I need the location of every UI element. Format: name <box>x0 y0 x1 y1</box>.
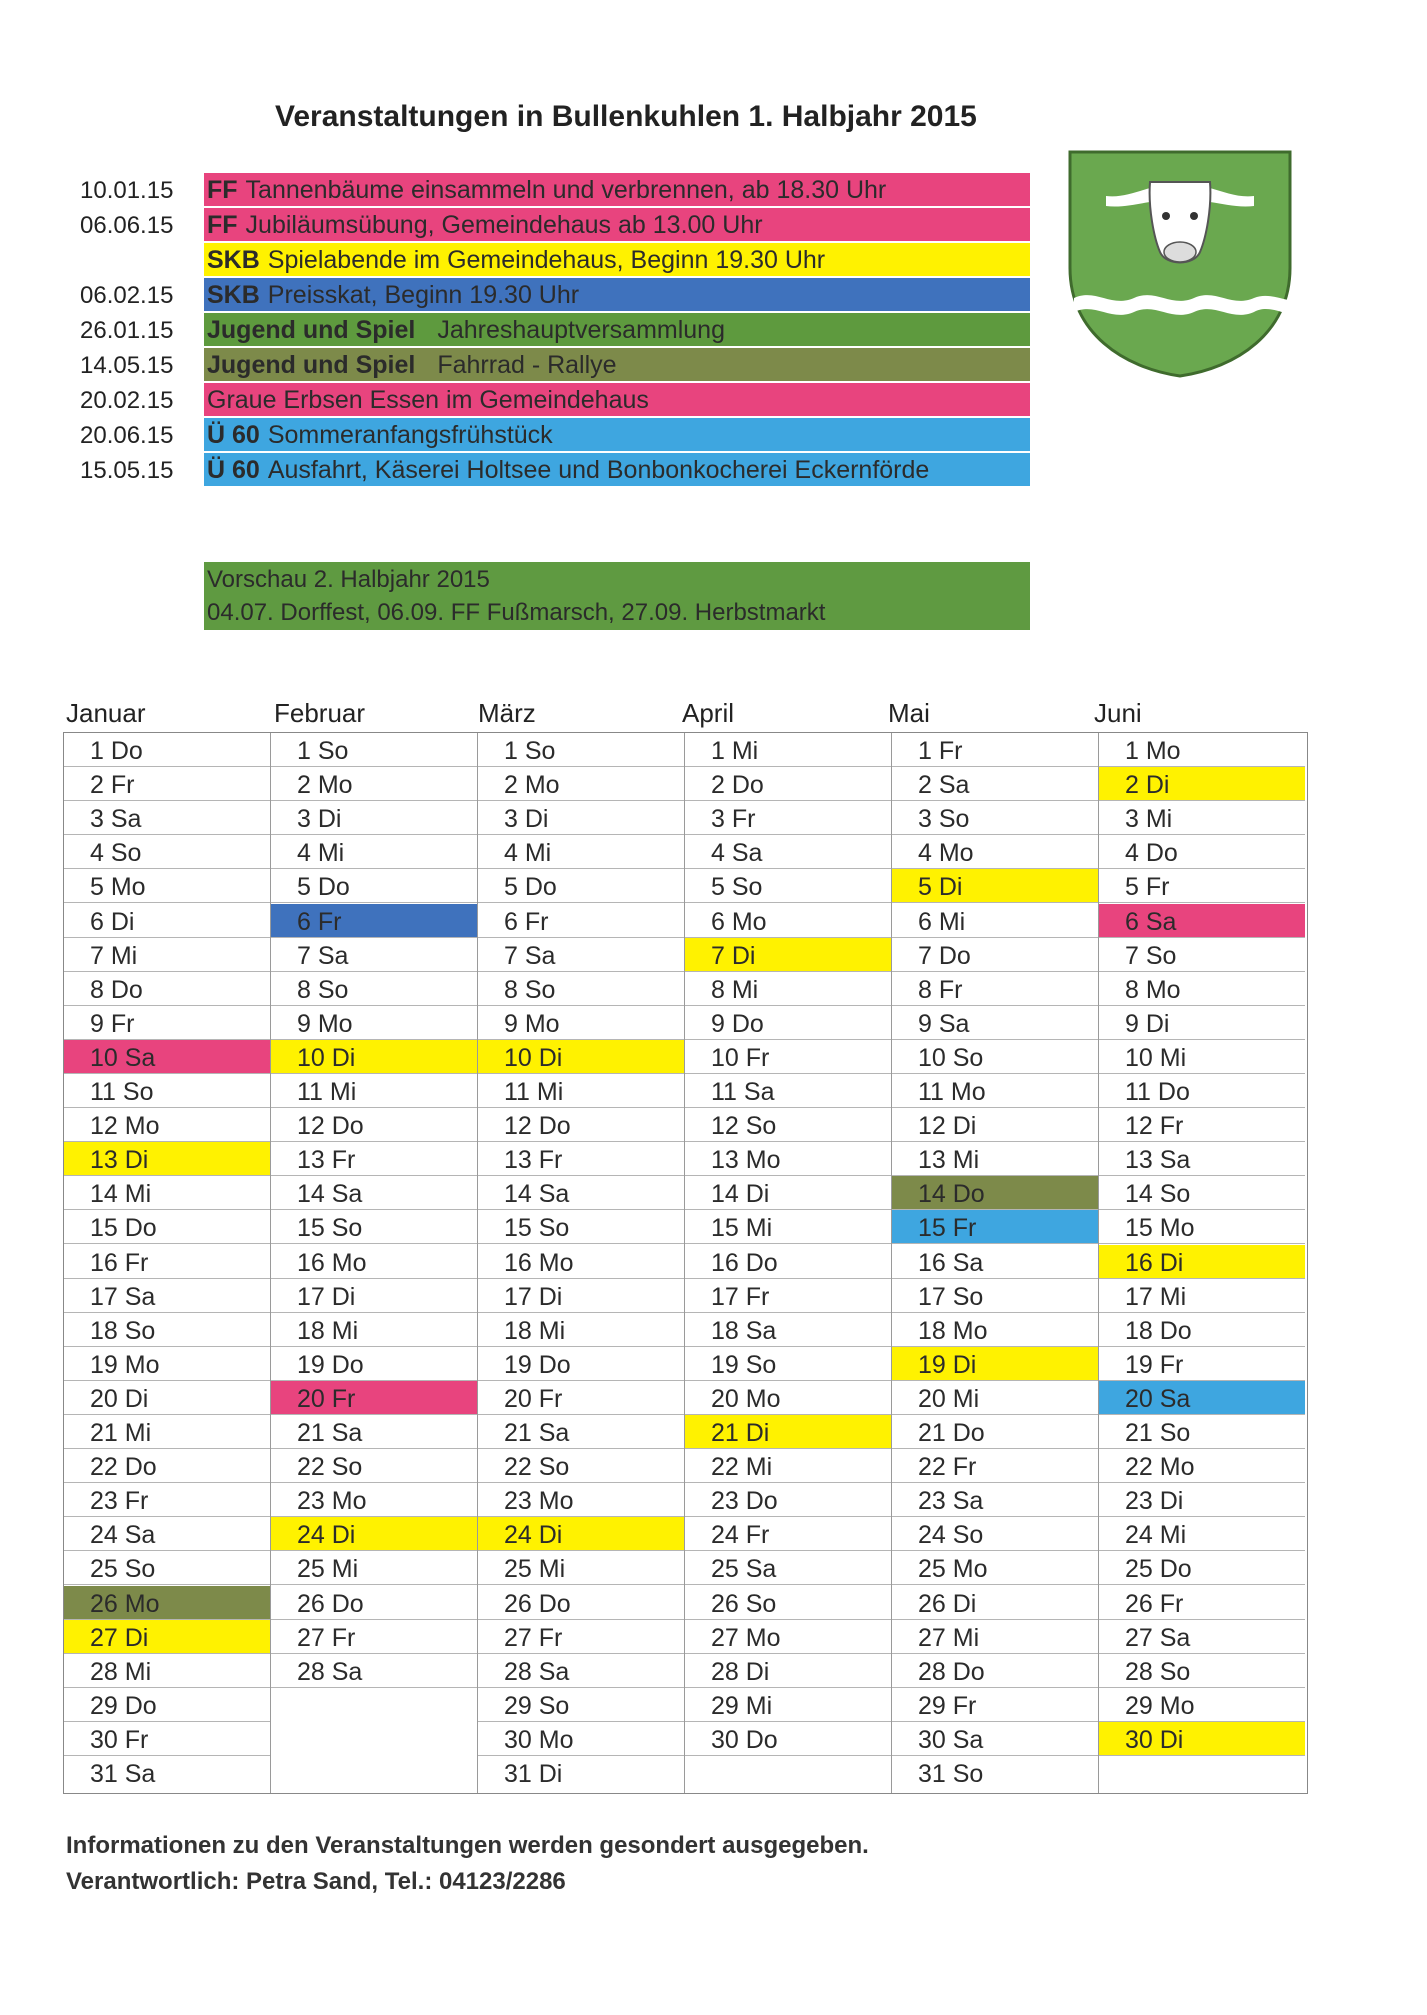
day-cell: 12 Do <box>271 1108 477 1142</box>
day-cell: 13 Mo <box>685 1142 891 1176</box>
day-cell: 29 So <box>478 1688 684 1722</box>
day-cell: 9 Di <box>1099 1006 1305 1040</box>
day-cell: 1 Do <box>64 733 270 767</box>
day-cell: 27 Fr <box>271 1620 477 1654</box>
empty-cell <box>271 1756 477 1790</box>
day-cell: 1 Fr <box>892 733 1098 767</box>
day-cell: 29 Fr <box>892 1688 1098 1722</box>
month-header: März <box>478 698 536 728</box>
event-row <box>0 452 1030 487</box>
day-cell: 8 So <box>478 972 684 1006</box>
day-cell: 21 Di <box>685 1415 891 1449</box>
preview-title: Vorschau 2. Halbjahr 2015 <box>207 566 490 593</box>
day-cell: 23 Mo <box>478 1483 684 1517</box>
footer-info: Informationen zu den Veranstaltungen werden gesondert ausgegeben. <box>66 1832 869 1859</box>
event-date: 14.05.15 <box>80 352 174 379</box>
day-cell: 24 Fr <box>685 1517 891 1551</box>
day-cell: 19 So <box>685 1347 891 1381</box>
event-text: Ausfahrt, Käserei Holtsee und Bonbonkocherei Eckernförde <box>267 456 930 484</box>
event-text: Graue Erbsen Essen im Gemeindehaus <box>207 386 649 414</box>
day-cell: 4 Sa <box>685 835 891 869</box>
day-cell: 4 Do <box>1099 835 1305 869</box>
day-cell: 14 Sa <box>478 1176 684 1210</box>
event-text: Tannenbäume einsammeln und verbrennen, ab 18.30 Uhr <box>245 176 887 204</box>
day-cell: 11 Do <box>1099 1074 1305 1108</box>
event-date: 20.02.15 <box>80 387 174 414</box>
day-cell: 7 Di <box>685 938 891 972</box>
event-date: 06.02.15 <box>80 282 174 309</box>
day-cell: 16 Mo <box>478 1245 684 1279</box>
day-cell: 13 Fr <box>271 1142 477 1176</box>
day-cell: 5 Do <box>478 869 684 903</box>
day-cell: 3 Di <box>271 801 477 835</box>
day-cell: 21 So <box>1099 1415 1305 1449</box>
event-bar <box>204 278 1030 311</box>
bull-head-crest-icon <box>1066 148 1294 380</box>
day-cell: 29 Do <box>64 1688 270 1722</box>
day-cell: 3 Sa <box>64 801 270 835</box>
day-cell: 26 So <box>685 1586 891 1620</box>
day-cell: 6 Fr <box>478 904 684 938</box>
day-cell: 9 Do <box>685 1006 891 1040</box>
day-cell: 21 Sa <box>271 1415 477 1449</box>
day-cell: 10 Di <box>478 1040 684 1074</box>
day-cell: 14 Sa <box>271 1176 477 1210</box>
day-cell: 12 So <box>685 1108 891 1142</box>
day-cell: 23 Mo <box>271 1483 477 1517</box>
day-cell: 25 Do <box>1099 1551 1305 1585</box>
day-cell: 8 Do <box>64 972 270 1006</box>
day-cell: 25 Mo <box>892 1551 1098 1585</box>
day-cell: 9 Fr <box>64 1006 270 1040</box>
day-cell: 10 So <box>892 1040 1098 1074</box>
day-cell: 7 Do <box>892 938 1098 972</box>
day-cell: 24 So <box>892 1517 1098 1551</box>
event-row <box>0 242 1030 277</box>
footer <box>66 1828 869 1900</box>
day-cell: 2 Do <box>685 767 891 801</box>
day-cell: 19 Do <box>271 1347 477 1381</box>
day-cell: 21 Do <box>892 1415 1098 1449</box>
event-row <box>0 312 1030 347</box>
day-cell: 7 Mi <box>64 938 270 972</box>
day-cell: 6 Mi <box>892 904 1098 938</box>
day-cell: 15 Do <box>64 1210 270 1244</box>
month-column <box>892 733 1099 1793</box>
day-cell: 11 Mi <box>478 1074 684 1108</box>
day-cell: 7 So <box>1099 938 1305 972</box>
day-cell: 6 Fr <box>271 904 477 938</box>
day-cell: 1 Mi <box>685 733 891 767</box>
calendar-table <box>63 732 1308 1794</box>
day-cell: 4 Mo <box>892 835 1098 869</box>
day-cell: 30 Do <box>685 1722 891 1756</box>
empty-cell <box>685 1756 891 1790</box>
empty-cell <box>271 1688 477 1722</box>
event-bar <box>204 453 1030 486</box>
day-cell: 8 Mo <box>1099 972 1305 1006</box>
day-cell: 1 Mo <box>1099 733 1305 767</box>
day-cell: 15 Mi <box>685 1210 891 1244</box>
day-cell: 27 Mo <box>685 1620 891 1654</box>
day-cell: 18 Mi <box>478 1313 684 1347</box>
day-cell: 22 So <box>478 1449 684 1483</box>
day-cell: 16 Di <box>1099 1245 1305 1279</box>
day-cell: 31 So <box>918 1760 984 1788</box>
day-cell: 28 Di <box>685 1654 891 1688</box>
day-cell: 28 Do <box>892 1654 1098 1688</box>
event-text: Jubiläumsübung, Gemeindehaus ab 13.00 Uhr <box>245 211 763 239</box>
day-cell: 3 So <box>892 801 1098 835</box>
month-headers <box>64 698 1309 734</box>
day-cell: 14 So <box>1099 1176 1305 1210</box>
day-cell: 25 Mi <box>271 1551 477 1585</box>
event-bar <box>204 418 1030 451</box>
day-cell: 11 So <box>64 1074 270 1108</box>
day-cell: 10 Sa <box>64 1040 270 1074</box>
event-date: 10.01.15 <box>80 177 174 204</box>
event-date: 15.05.15 <box>80 457 174 484</box>
day-cell: 13 Di <box>64 1142 270 1176</box>
day-cell: 4 Mi <box>271 835 477 869</box>
day-cell: 17 Sa <box>64 1279 270 1313</box>
event-date: 26.01.15 <box>80 317 174 344</box>
day-cell: 2 Sa <box>892 767 1098 801</box>
event-bar <box>204 383 1030 416</box>
event-date: 06.06.15 <box>80 212 174 239</box>
day-cell: 10 Di <box>271 1040 477 1074</box>
month-column <box>1099 733 1306 1793</box>
day-cell: 15 So <box>271 1210 477 1244</box>
page-title: Veranstaltungen in Bullenkuhlen 1. Halbjahr 2015 <box>275 100 977 133</box>
day-cell: 2 Mo <box>478 767 684 801</box>
event-date: 20.06.15 <box>80 422 174 449</box>
event-organizer: SKB <box>207 246 260 274</box>
month-header: Juni <box>1094 698 1142 728</box>
day-cell: 25 Mi <box>478 1551 684 1585</box>
event-organizer: FF <box>207 176 238 204</box>
day-cell: 5 Fr <box>1099 869 1305 903</box>
empty-cell <box>1099 1756 1305 1790</box>
event-bar <box>204 348 1030 381</box>
event-organizer: Ü 60 <box>207 421 260 449</box>
day-cell: 17 Mi <box>1099 1279 1305 1313</box>
day-cell: 24 Di <box>271 1517 477 1551</box>
month-column <box>478 733 685 1793</box>
day-cell: 2 Mo <box>271 767 477 801</box>
day-cell: 13 Sa <box>1099 1142 1305 1176</box>
month-column <box>64 733 271 1793</box>
event-text: Fahrrad - Rallye <box>437 351 617 379</box>
day-cell: 7 Sa <box>478 938 684 972</box>
day-cell: 5 Do <box>271 869 477 903</box>
day-cell: 1 So <box>478 733 684 767</box>
day-cell: 15 Mo <box>1099 1210 1305 1244</box>
day-cell: 12 Mo <box>64 1108 270 1142</box>
day-cell: 2 Fr <box>64 767 270 801</box>
day-cell: 10 Mi <box>1099 1040 1305 1074</box>
day-cell: 22 Do <box>64 1449 270 1483</box>
event-bar <box>204 173 1030 206</box>
day-cell: 24 Di <box>478 1517 684 1551</box>
day-cell: 22 Fr <box>892 1449 1098 1483</box>
day-cell: 6 Sa <box>1099 904 1305 938</box>
day-cell: 7 Sa <box>271 938 477 972</box>
day-cell: 31 Sa <box>90 1760 156 1788</box>
day-cell: 16 Fr <box>64 1245 270 1279</box>
day-cell: 26 Do <box>271 1586 477 1620</box>
day-cell: 11 Mi <box>271 1074 477 1108</box>
day-cell: 10 Fr <box>685 1040 891 1074</box>
day-cell: 8 Mi <box>685 972 891 1006</box>
day-cell: 18 Mi <box>271 1313 477 1347</box>
day-cell: 8 So <box>271 972 477 1006</box>
day-cell: 28 So <box>1099 1654 1305 1688</box>
day-cell: 2 Di <box>1099 767 1305 801</box>
event-row <box>0 207 1030 242</box>
month-header: Mai <box>888 698 930 728</box>
day-cell: 18 Sa <box>685 1313 891 1347</box>
day-cell: 19 Mo <box>64 1347 270 1381</box>
day-cell: 3 Mi <box>1099 801 1305 835</box>
preview-box <box>204 562 1030 630</box>
month-header: Januar <box>66 698 146 728</box>
day-cell: 22 So <box>271 1449 477 1483</box>
day-cell: 11 Mo <box>892 1074 1098 1108</box>
footer-contact: Verantwortlich: Petra Sand, Tel.: 04123/2286 <box>66 1868 566 1895</box>
day-cell: 26 Fr <box>1099 1586 1305 1620</box>
day-cell: 15 So <box>478 1210 684 1244</box>
day-cell: 20 Mi <box>892 1381 1098 1415</box>
day-cell: 11 Sa <box>685 1074 891 1108</box>
event-row <box>0 277 1030 312</box>
day-cell: 30 Fr <box>64 1722 270 1756</box>
event-text: Spielabende im Gemeindehaus, Beginn 19.30 Uhr <box>267 246 826 274</box>
day-cell: 19 Do <box>478 1347 684 1381</box>
day-cell: 22 Mo <box>1099 1449 1305 1483</box>
day-cell: 4 Mi <box>478 835 684 869</box>
event-organizer: Jugend und Spiel <box>207 351 416 379</box>
day-cell: 8 Fr <box>892 972 1098 1006</box>
day-cell: 20 Fr <box>271 1381 477 1415</box>
day-cell: 9 Sa <box>892 1006 1098 1040</box>
day-cell: 12 Di <box>892 1108 1098 1142</box>
day-cell: 23 Fr <box>64 1483 270 1517</box>
day-cell: 24 Mi <box>1099 1517 1305 1551</box>
preview-dates: 04.07. Dorffest, 06.09. FF Fußmarsch, 27.09. Herbstmarkt <box>207 599 826 626</box>
event-row <box>0 172 1030 207</box>
empty-cell <box>271 1722 477 1756</box>
day-cell: 31 Di <box>504 1760 563 1788</box>
day-cell: 6 Mo <box>685 904 891 938</box>
month-column <box>685 733 892 1793</box>
day-cell: 22 Mi <box>685 1449 891 1483</box>
day-cell: 26 Do <box>478 1586 684 1620</box>
day-cell: 18 Do <box>1099 1313 1305 1347</box>
day-cell: 17 Di <box>271 1279 477 1313</box>
day-cell: 28 Sa <box>271 1654 477 1688</box>
day-cell: 25 Sa <box>685 1551 891 1585</box>
day-cell: 27 Fr <box>478 1620 684 1654</box>
month-column <box>271 733 478 1793</box>
event-bar <box>204 313 1030 346</box>
day-cell: 30 Mo <box>478 1722 684 1756</box>
day-cell: 20 Di <box>64 1381 270 1415</box>
day-cell: 4 So <box>64 835 270 869</box>
day-cell: 1 So <box>271 733 477 767</box>
day-cell: 27 Mi <box>892 1620 1098 1654</box>
day-cell: 23 Sa <box>892 1483 1098 1517</box>
event-organizer: SKB <box>207 281 260 309</box>
day-cell: 9 Mo <box>478 1006 684 1040</box>
day-cell: 3 Fr <box>685 801 891 835</box>
day-cell: 17 Di <box>478 1279 684 1313</box>
day-cell: 9 Mo <box>271 1006 477 1040</box>
event-organizer: FF <box>207 211 238 239</box>
day-cell: 29 Mi <box>685 1688 891 1722</box>
day-cell: 20 Mo <box>685 1381 891 1415</box>
day-cell: 5 Di <box>892 869 1098 903</box>
day-cell: 13 Mi <box>892 1142 1098 1176</box>
event-bar <box>204 208 1030 241</box>
day-cell: 5 Mo <box>64 869 270 903</box>
day-cell: 27 Di <box>64 1620 270 1654</box>
day-cell: 24 Sa <box>64 1517 270 1551</box>
day-cell: 23 Di <box>1099 1483 1305 1517</box>
event-date <box>80 242 190 277</box>
day-cell: 27 Sa <box>1099 1620 1305 1654</box>
event-organizer: Jugend und Spiel <box>207 316 416 344</box>
event-bar <box>204 243 1030 276</box>
day-cell: 14 Mi <box>64 1176 270 1210</box>
day-cell: 18 So <box>64 1313 270 1347</box>
day-cell: 21 Mi <box>64 1415 270 1449</box>
month-header: April <box>682 698 735 728</box>
event-row <box>0 417 1030 452</box>
day-cell: 26 Di <box>892 1586 1098 1620</box>
day-cell: 16 Sa <box>892 1245 1098 1279</box>
day-cell: 21 Sa <box>478 1415 684 1449</box>
day-cell: 16 Mo <box>271 1245 477 1279</box>
day-cell: 30 Sa <box>892 1722 1098 1756</box>
day-cell: 12 Fr <box>1099 1108 1305 1142</box>
day-cell: 12 Do <box>478 1108 684 1142</box>
event-organizer: Ü 60 <box>207 456 260 484</box>
day-cell: 13 Fr <box>478 1142 684 1176</box>
event-text: Jahreshauptversammlung <box>437 316 725 344</box>
day-cell: 19 Di <box>892 1347 1098 1381</box>
day-cell: 18 Mo <box>892 1313 1098 1347</box>
event-text: Sommeranfangsfrühstück <box>267 421 553 449</box>
day-cell: 5 So <box>685 869 891 903</box>
day-cell: 19 Fr <box>1099 1347 1305 1381</box>
day-cell: 16 Do <box>685 1245 891 1279</box>
event-row <box>0 382 1030 417</box>
day-cell: 29 Mo <box>1099 1688 1305 1722</box>
day-cell: 14 Di <box>685 1176 891 1210</box>
event-row <box>0 347 1030 382</box>
day-cell: 25 So <box>64 1551 270 1585</box>
day-cell: 17 So <box>892 1279 1098 1313</box>
day-cell: 30 Di <box>1099 1722 1305 1756</box>
day-cell: 20 Fr <box>478 1381 684 1415</box>
day-cell: 26 Mo <box>64 1586 270 1620</box>
day-cell: 6 Di <box>64 904 270 938</box>
day-cell: 14 Do <box>892 1176 1098 1210</box>
day-cell: 28 Mi <box>64 1654 270 1688</box>
event-text: Preisskat, Beginn 19.30 Uhr <box>267 281 580 309</box>
day-cell: 23 Do <box>685 1483 891 1517</box>
day-cell: 15 Fr <box>892 1210 1098 1244</box>
day-cell: 20 Sa <box>1099 1381 1305 1415</box>
day-cell: 17 Fr <box>685 1279 891 1313</box>
month-header: Februar <box>274 698 366 728</box>
day-cell: 28 Sa <box>478 1654 684 1688</box>
day-cell: 3 Di <box>478 801 684 835</box>
